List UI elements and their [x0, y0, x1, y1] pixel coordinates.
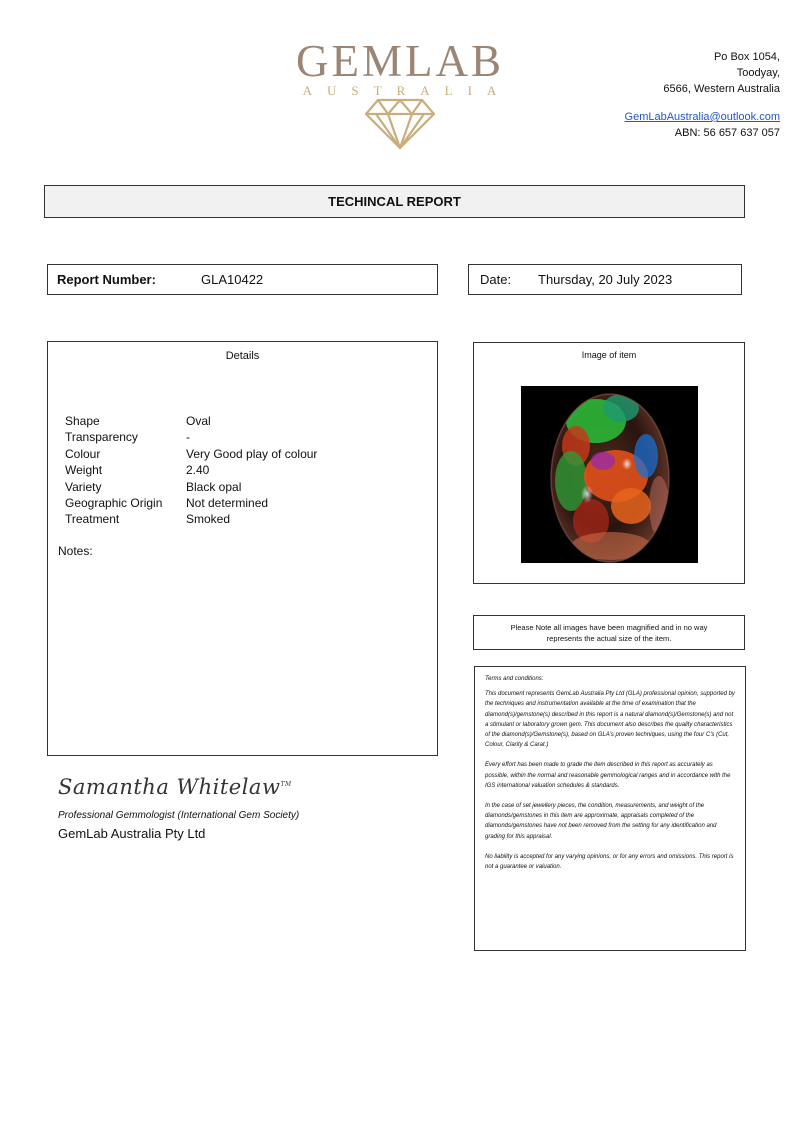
- report-title: TECHINCAL REPORT: [328, 194, 461, 209]
- terms-box: [474, 666, 746, 951]
- logo-word: GEMLAB: [296, 36, 504, 86]
- details-row: [65, 462, 317, 478]
- company-name: GemLab Australia Pty Ltd: [58, 826, 206, 841]
- abn: ABN: 56 657 637 057: [674, 127, 780, 139]
- details-value: Smoked: [186, 512, 231, 527]
- details-key: Shape: [65, 414, 100, 428]
- terms-title: Terms and conditions:: [485, 676, 544, 682]
- terms-paragraph: This document represents GemLab Australia Pty Ltd (GLA) professional opinion, supported by the techniques and instrumentation available at the time of examination that the diamond(s)/gemstone(s) described in this report is a natural diamond(s)/Gemstone(s) and not a stimulant or laboratory grown gem. This document also describes the quality characteristics of the diamond(s)/Gemstone(s), based on GLA's proven techniques, using the four C's (Cut, Colour, Clarity & Carat.): [485, 691, 735, 749]
- report-number-value: GLA10422: [201, 272, 264, 287]
- details-value: Black opal: [186, 479, 242, 494]
- terms-paragraph: In the case of set jewellery pieces, the condition, measurements, and weight of the diamonds/gemstones in this item are approximate, appraisals completed of the diamonds/gemstones have not been removed from the setting for any identification and grading for this appraisal.: [485, 803, 717, 840]
- details-value: Oval: [186, 414, 211, 428]
- date-label: Date:: [480, 272, 512, 287]
- signature-mark: TM: [280, 781, 292, 788]
- email-link[interactable]: GemLabAustralia@outlook.com: [624, 111, 780, 123]
- details-value: 2.40: [186, 463, 210, 478]
- details-row: [65, 446, 317, 462]
- opal-photo-illustration: [521, 386, 698, 563]
- opal-image: [521, 386, 698, 563]
- details-row: [65, 495, 317, 511]
- details-value: Not determined: [186, 496, 269, 511]
- details-row: [65, 479, 317, 495]
- report-title-box: [44, 185, 745, 218]
- report-number-label: Report Number:: [57, 272, 156, 287]
- details-key: Treatment: [65, 512, 120, 527]
- gemlab-logo: [280, 38, 520, 153]
- details-row: [65, 429, 317, 445]
- details-box: [47, 341, 438, 756]
- terms-paragraph: No liability is accepted for any varying opinions, or for any errors and omissions. This report is not a guarantee or valuation.: [485, 853, 734, 871]
- report-number-box: [47, 264, 438, 295]
- terms-paragraph: Every effort has been made to grade the item described in this report as accurately as possible, within the normal and reasonable gemmological ranges and in accordance with the IGS international valuation schedules & standards.: [485, 762, 731, 789]
- gemmologist-title: Professional Gemmologist (International Gem Society): [58, 810, 300, 821]
- notes-label: Notes:: [58, 544, 93, 558]
- date-value: Thursday, 20 July 2023: [538, 272, 673, 287]
- logo-subtitle: AUSTRALIA: [302, 83, 512, 98]
- signature: [58, 775, 292, 799]
- details-title: Details: [225, 350, 260, 362]
- company-address: [625, 49, 780, 141]
- details-value: -: [186, 430, 190, 445]
- signature-name: Samantha Whitelaw: [58, 775, 281, 799]
- image-title: Image of item: [581, 350, 637, 360]
- diamond-icon: [364, 98, 436, 150]
- address-line-2: Toodyay,: [736, 67, 780, 79]
- details-row: [65, 511, 317, 527]
- details-key: Weight: [65, 463, 103, 478]
- date-box: [468, 264, 742, 295]
- details-key: Variety: [65, 479, 102, 494]
- details-table: [65, 413, 317, 528]
- details-key: Colour: [65, 446, 101, 461]
- address-line-1: Po Box 1054,: [713, 51, 780, 63]
- details-value: Very Good play of colour: [186, 446, 318, 461]
- image-note-box: [473, 615, 745, 650]
- image-note: Please Note all images have been magnified and in no way represents the actual size of the item.: [510, 622, 708, 643]
- details-key: Transparency: [65, 430, 138, 445]
- address-line-3: 6566, Western Australia: [663, 83, 780, 95]
- details-key: Geographic Origin: [65, 496, 163, 511]
- image-box: [473, 342, 745, 584]
- details-row: [65, 413, 317, 429]
